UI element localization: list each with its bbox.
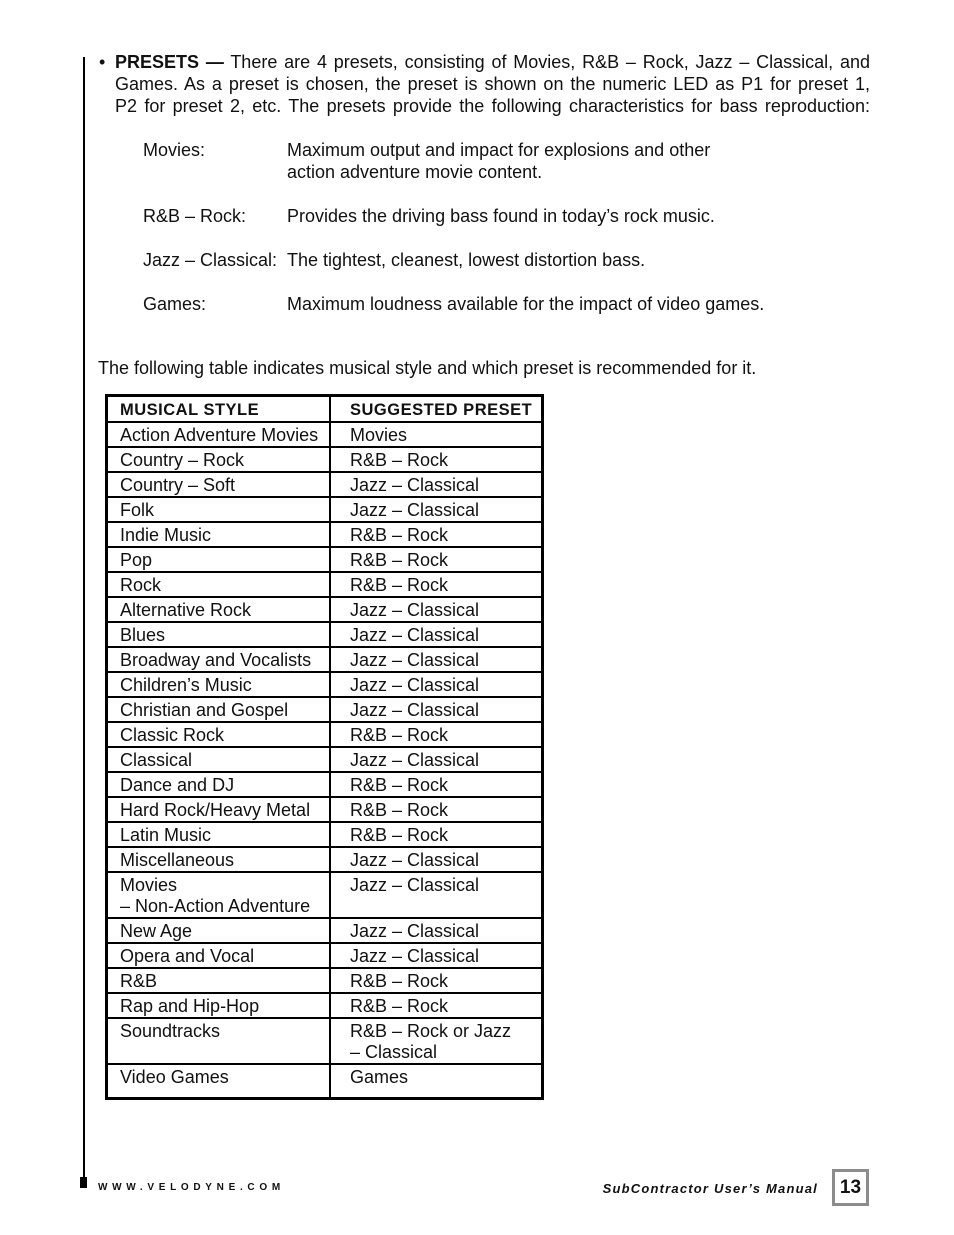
definition-term: Jazz – Classical: bbox=[143, 250, 278, 270]
presets-heading: PRESETS — bbox=[115, 52, 224, 72]
suggested-preset-cell-text: Jazz – Classical bbox=[350, 700, 480, 720]
suggested-preset-cell-text: Jazz – Classical bbox=[350, 500, 480, 520]
table-row bbox=[108, 1019, 541, 1065]
suggested-preset-cell bbox=[331, 448, 541, 471]
table-row bbox=[108, 448, 541, 473]
musical-style-cell-text: Classic Rock bbox=[120, 725, 225, 745]
musical-style-cell bbox=[108, 848, 331, 871]
musical-style-cell-text: Pop bbox=[120, 550, 153, 570]
musical-style-cell bbox=[108, 473, 331, 496]
paragraph-line: P2 for preset 2, etc. The presets provide the following characteristics for bass reproduction: bbox=[115, 96, 870, 116]
musical-style-cell bbox=[108, 723, 331, 746]
musical-style-cell-text: Latin Music bbox=[120, 825, 212, 845]
definition-term: Games: bbox=[143, 294, 207, 314]
table-intro-text: The following table indicates musical style and which preset is recommended for it. bbox=[98, 358, 757, 378]
table-row bbox=[108, 673, 541, 698]
musical-style-cell bbox=[108, 969, 331, 992]
suggested-preset-cell bbox=[331, 969, 541, 992]
musical-style-cell bbox=[108, 623, 331, 646]
suggested-preset-cell bbox=[331, 673, 541, 696]
definition-term: Movies: bbox=[143, 140, 206, 160]
musical-style-cell-text: Folk bbox=[120, 500, 155, 520]
suggested-preset-cell bbox=[331, 823, 541, 846]
table-row bbox=[108, 523, 541, 548]
suggested-preset-cell-text: Jazz – Classical bbox=[350, 750, 480, 770]
musical-style-cell-text: Country – Soft bbox=[120, 475, 236, 495]
definition-line: Maximum output and impact for explosions and other bbox=[287, 140, 711, 160]
table-row bbox=[108, 994, 541, 1019]
musical-style-cell-text: Christian and Gospel bbox=[120, 700, 289, 720]
definition-description bbox=[287, 139, 710, 183]
table-row bbox=[108, 548, 541, 573]
suggested-preset-cell-text: R&B – Rock or Jazz bbox=[350, 1021, 512, 1041]
suggested-preset-cell bbox=[331, 873, 541, 917]
table-row bbox=[108, 473, 541, 498]
table-row bbox=[108, 919, 541, 944]
suggested-preset-cell-text: R&B – Rock bbox=[350, 450, 449, 470]
musical-style-cell bbox=[108, 598, 331, 621]
suggested-preset-cell bbox=[331, 944, 541, 967]
definition-line: action adventure movie content. bbox=[287, 162, 543, 182]
table-header-row bbox=[108, 397, 541, 423]
musical-style-cell-text: Movies bbox=[120, 875, 178, 895]
suggested-preset-cell bbox=[331, 498, 541, 521]
suggested-preset-cell bbox=[331, 773, 541, 796]
definition-description bbox=[287, 293, 764, 315]
suggested-preset-cell-text: Jazz – Classical bbox=[350, 600, 480, 620]
suggested-preset-cell-text: R&B – Rock bbox=[350, 800, 449, 820]
suggested-preset-cell bbox=[331, 598, 541, 621]
musical-style-cell-text: Indie Music bbox=[120, 525, 212, 545]
musical-style-cell-text: Rock bbox=[120, 575, 162, 595]
suggested-preset-cell bbox=[331, 573, 541, 596]
musical-style-header: MUSICAL STYLE bbox=[108, 397, 331, 421]
table-row bbox=[108, 773, 541, 798]
suggested-preset-cell-text: R&B – Rock bbox=[350, 775, 449, 795]
table-row bbox=[108, 498, 541, 523]
musical-style-cell bbox=[108, 648, 331, 671]
musical-style-cell bbox=[108, 448, 331, 471]
table-row bbox=[108, 623, 541, 648]
paragraph-line-text: There are 4 presets, consisting of Movies, R&B – Rock, Jazz – Classical, and bbox=[230, 52, 870, 72]
suggested-preset-cell-text: R&B – Rock bbox=[350, 575, 449, 595]
musical-style-cell-text: Blues bbox=[120, 625, 166, 645]
bullet-icon: • bbox=[99, 52, 106, 72]
musical-style-cell-text: Hard Rock/Heavy Metal bbox=[120, 800, 311, 820]
definition-term: R&B – Rock: bbox=[143, 206, 247, 226]
suggested-preset-cell bbox=[331, 1065, 541, 1097]
table-row bbox=[108, 648, 541, 673]
musical-style-cell-text: New Age bbox=[120, 921, 193, 941]
suggested-preset-cell-text: Jazz – Classical bbox=[350, 625, 480, 645]
manual-title: SubContractor User’s Manual bbox=[602, 1181, 818, 1196]
musical-style-cell-text: Country – Rock bbox=[120, 450, 245, 470]
suggested-preset-header: SUGGESTED PRESET bbox=[350, 401, 533, 419]
table-row bbox=[108, 573, 541, 598]
table-row bbox=[108, 698, 541, 723]
suggested-preset-cell-text: Jazz – Classical bbox=[350, 875, 480, 895]
musical-style-cell bbox=[108, 773, 331, 796]
musical-style-cell-text: Soundtracks bbox=[120, 1021, 221, 1041]
suggested-preset-cell-text: R&B – Rock bbox=[350, 971, 449, 991]
musical-style-cell-text: Broadway and Vocalists bbox=[120, 650, 312, 670]
musical-style-cell-text: Dance and DJ bbox=[120, 775, 235, 795]
suggested-preset-cell-text: – Classical bbox=[350, 1042, 438, 1062]
table-row bbox=[108, 848, 541, 873]
musical-style-cell bbox=[108, 994, 331, 1017]
musical-style-cell bbox=[108, 673, 331, 696]
suggested-preset-cell bbox=[331, 548, 541, 571]
suggested-preset-cell-text: R&B – Rock bbox=[350, 525, 449, 545]
suggested-preset-cell-text: Jazz – Classical bbox=[350, 921, 480, 941]
musical-style-cell-text: Opera and Vocal bbox=[120, 946, 255, 966]
suggested-preset-cell bbox=[331, 648, 541, 671]
suggested-preset-cell-text: R&B – Rock bbox=[350, 725, 449, 745]
definition-description bbox=[287, 249, 645, 271]
paragraph-line bbox=[115, 51, 870, 73]
table-row bbox=[108, 873, 541, 919]
suggested-preset-cell bbox=[331, 1019, 541, 1063]
definition-movies bbox=[143, 139, 764, 183]
suggested-preset-cell-text: Jazz – Classical bbox=[350, 475, 480, 495]
definition-jazz-classical bbox=[143, 249, 764, 271]
musical-style-cell bbox=[108, 548, 331, 571]
page-number: 13 bbox=[832, 1169, 869, 1206]
musical-style-cell bbox=[108, 423, 331, 446]
musical-style-cell bbox=[108, 698, 331, 721]
suggested-preset-cell bbox=[331, 623, 541, 646]
paragraph-line: Games. As a preset is chosen, the preset is shown on the numeric LED as P1 for preset 1, bbox=[115, 74, 870, 94]
suggested-preset-cell-text: R&B – Rock bbox=[350, 825, 449, 845]
musical-style-cell bbox=[108, 1019, 331, 1063]
suggested-preset-cell-text: Jazz – Classical bbox=[350, 650, 480, 670]
suggested-preset-cell bbox=[331, 523, 541, 546]
musical-style-cell-text: Miscellaneous bbox=[120, 850, 235, 870]
musical-style-cell-text: – Non-Action Adventure bbox=[120, 896, 311, 916]
musical-style-cell bbox=[108, 823, 331, 846]
musical-style-cell-text: Action Adventure Movies bbox=[120, 425, 319, 445]
definition-games bbox=[143, 293, 764, 315]
table-row bbox=[108, 723, 541, 748]
musical-style-cell bbox=[108, 944, 331, 967]
table-body bbox=[108, 423, 541, 1097]
presets-paragraph bbox=[115, 51, 870, 117]
suggested-preset-cell bbox=[331, 848, 541, 871]
suggested-preset-cell-text: Jazz – Classical bbox=[350, 850, 480, 870]
left-margin-rule bbox=[83, 57, 85, 1178]
table-row bbox=[108, 798, 541, 823]
left-margin-rule-cap bbox=[80, 1177, 87, 1188]
musical-style-cell bbox=[108, 798, 331, 821]
musical-style-cell-text: Video Games bbox=[120, 1067, 229, 1087]
suggested-preset-cell bbox=[331, 994, 541, 1017]
musical-style-cell-text: R&B bbox=[120, 971, 158, 991]
website-url: WWW.VELODYNE.COM bbox=[98, 1182, 285, 1193]
definition-line: Maximum loudness available for the impact of video games. bbox=[287, 294, 765, 314]
suggested-preset-cell-text: R&B – Rock bbox=[350, 550, 449, 570]
suggested-preset-cell-text: Jazz – Classical bbox=[350, 675, 480, 695]
suggested-preset-cell bbox=[331, 473, 541, 496]
definition-rnb-rock bbox=[143, 205, 764, 227]
preset-table bbox=[105, 394, 544, 1100]
preset-definitions bbox=[143, 139, 764, 337]
suggested-preset-cell bbox=[331, 798, 541, 821]
musical-style-cell bbox=[108, 573, 331, 596]
musical-style-cell bbox=[108, 873, 331, 917]
musical-style-cell bbox=[108, 498, 331, 521]
table-row bbox=[108, 423, 541, 448]
definition-line: Provides the driving bass found in today’s rock music. bbox=[287, 206, 715, 226]
suggested-preset-cell-text: Movies bbox=[350, 425, 408, 445]
table-row bbox=[108, 1065, 541, 1097]
musical-style-cell-text: Alternative Rock bbox=[120, 600, 252, 620]
suggested-preset-cell-text: Jazz – Classical bbox=[350, 946, 480, 966]
table-row bbox=[108, 748, 541, 773]
table-row bbox=[108, 823, 541, 848]
musical-style-cell-text: Children’s Music bbox=[120, 675, 252, 695]
definition-line: The tightest, cleanest, lowest distortion bass. bbox=[287, 250, 646, 270]
table-row bbox=[108, 598, 541, 623]
suggested-preset-cell bbox=[331, 423, 541, 446]
musical-style-cell bbox=[108, 919, 331, 942]
suggested-preset-cell bbox=[331, 698, 541, 721]
suggested-preset-cell-text: Games bbox=[350, 1067, 409, 1087]
musical-style-cell bbox=[108, 523, 331, 546]
table-row bbox=[108, 944, 541, 969]
suggested-preset-cell bbox=[331, 723, 541, 746]
suggested-preset-cell-text: R&B – Rock bbox=[350, 996, 449, 1016]
definition-description bbox=[287, 205, 715, 227]
musical-style-cell bbox=[108, 1065, 331, 1097]
musical-style-cell-text: Classical bbox=[120, 750, 193, 770]
musical-style-cell bbox=[108, 748, 331, 771]
musical-style-cell-text: Rap and Hip-Hop bbox=[120, 996, 260, 1016]
suggested-preset-cell bbox=[331, 919, 541, 942]
suggested-preset-cell bbox=[331, 748, 541, 771]
table-row bbox=[108, 969, 541, 994]
